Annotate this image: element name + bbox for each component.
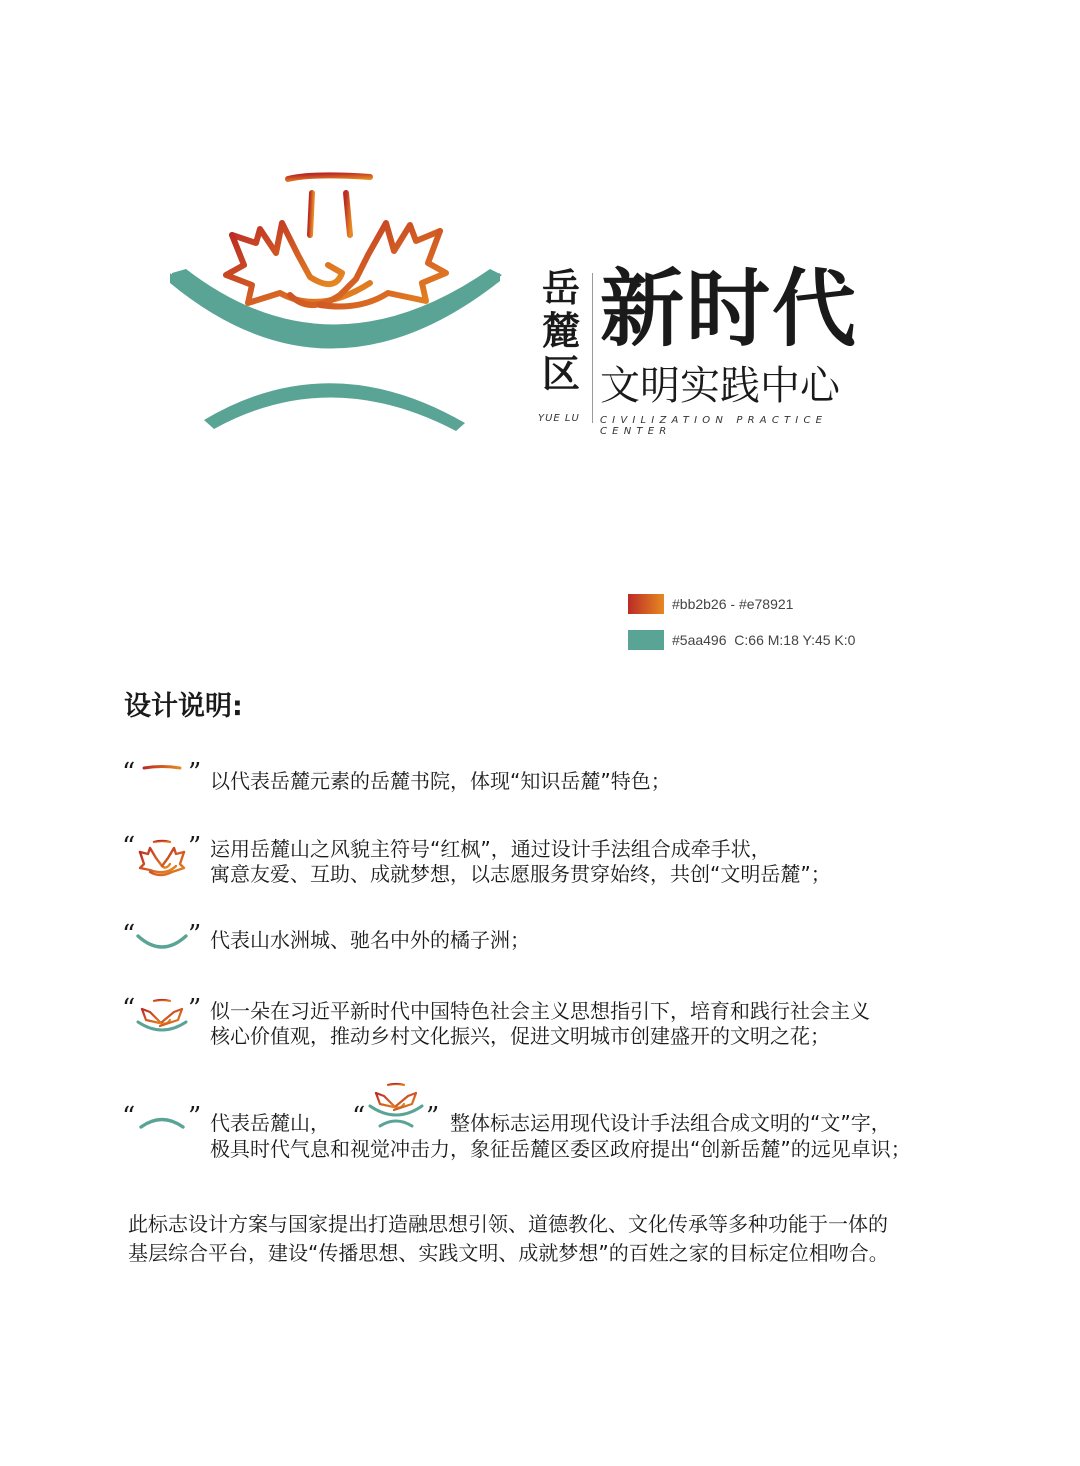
district-char: 区 bbox=[541, 352, 580, 396]
quote-open: “ bbox=[122, 920, 136, 950]
section-title: 设计说明: bbox=[124, 691, 243, 722]
logo-mark-icon bbox=[160, 165, 510, 440]
palette-gradient-row bbox=[628, 594, 793, 614]
river-curve-icon bbox=[136, 932, 188, 952]
teal-swatch bbox=[628, 630, 664, 650]
title-main: 新时代 bbox=[600, 260, 859, 358]
quote-open: “ bbox=[352, 1102, 366, 1132]
red-maple-icon bbox=[136, 838, 188, 882]
quote-close: ” bbox=[188, 832, 202, 862]
description-line: 似一朵在习近平新时代中国特色社会主义思想指引下，培育和践行社会主义 bbox=[210, 999, 870, 1023]
description-line: 整体标志运用现代设计手法组合成文明的“文”字， bbox=[450, 1111, 891, 1135]
closing-line: 基层综合平台，建设“传播思想、实践文明、成就梦想”的百姓之家的目标定位相吻合。 bbox=[128, 1241, 889, 1265]
description-line: 核心价值观，推动乡村文化振兴，促进文明城市创建盛开的文明之花； bbox=[210, 1024, 830, 1048]
description-line: 代表岳麓山， bbox=[210, 1111, 330, 1135]
district-english-name: YUE LU bbox=[538, 413, 580, 424]
title-english: CIVILIZATION PRACTICE CENTER bbox=[600, 415, 828, 437]
quote-open: “ bbox=[122, 832, 136, 862]
teal-label: #5aa496 C:66 M:18 Y:45 K:0 bbox=[672, 632, 856, 648]
closing-line: 此标志设计方案与国家提出打造融思想引领、道德教化、文化传承等多种功能于一体的 bbox=[128, 1212, 888, 1236]
quote-close: ” bbox=[188, 758, 202, 788]
gradient-swatch bbox=[628, 594, 664, 614]
flower-icon bbox=[134, 998, 190, 1040]
district-name bbox=[538, 267, 584, 396]
academy-gate-icon bbox=[138, 764, 186, 798]
palette-teal-row bbox=[628, 630, 855, 650]
district-char: 麓 bbox=[541, 309, 580, 353]
logo-block bbox=[160, 165, 880, 445]
quote-close: ” bbox=[188, 1102, 202, 1132]
quote-open: “ bbox=[122, 758, 136, 788]
quote-open: “ bbox=[122, 994, 136, 1024]
quote-close: ” bbox=[188, 920, 202, 950]
quote-close: ” bbox=[426, 1102, 440, 1132]
description-line: 寓意友爱、互助、成就梦想，以志愿服务贯穿始终，共创“文明岳麓”； bbox=[210, 862, 831, 886]
title-sub: 文明实践中心 bbox=[600, 363, 840, 409]
description-line: 极具时代气息和视觉冲击力，象征岳麓区委区政府提出“创新岳麓”的远见卓识； bbox=[210, 1137, 911, 1161]
description-line: 代表山水洲城、驰名中外的橘子洲； bbox=[210, 928, 530, 952]
description-line: 以代表岳麓元素的岳麓书院，体现“知识岳麓”特色； bbox=[210, 769, 671, 793]
closing-paragraph bbox=[128, 1210, 889, 1268]
district-char: 岳 bbox=[541, 266, 580, 310]
quote-open: “ bbox=[122, 1102, 136, 1132]
quote-close: ” bbox=[188, 994, 202, 1024]
mountain-curve-icon bbox=[138, 1114, 186, 1130]
gradient-label: #bb2b26 - #e78921 bbox=[672, 596, 794, 612]
full-logo-icon bbox=[366, 1082, 426, 1130]
logo-divider bbox=[592, 273, 593, 423]
description-line: 运用岳麓山之风貌主符号“红枫”，通过设计手法组合成牵手状， bbox=[210, 837, 771, 861]
